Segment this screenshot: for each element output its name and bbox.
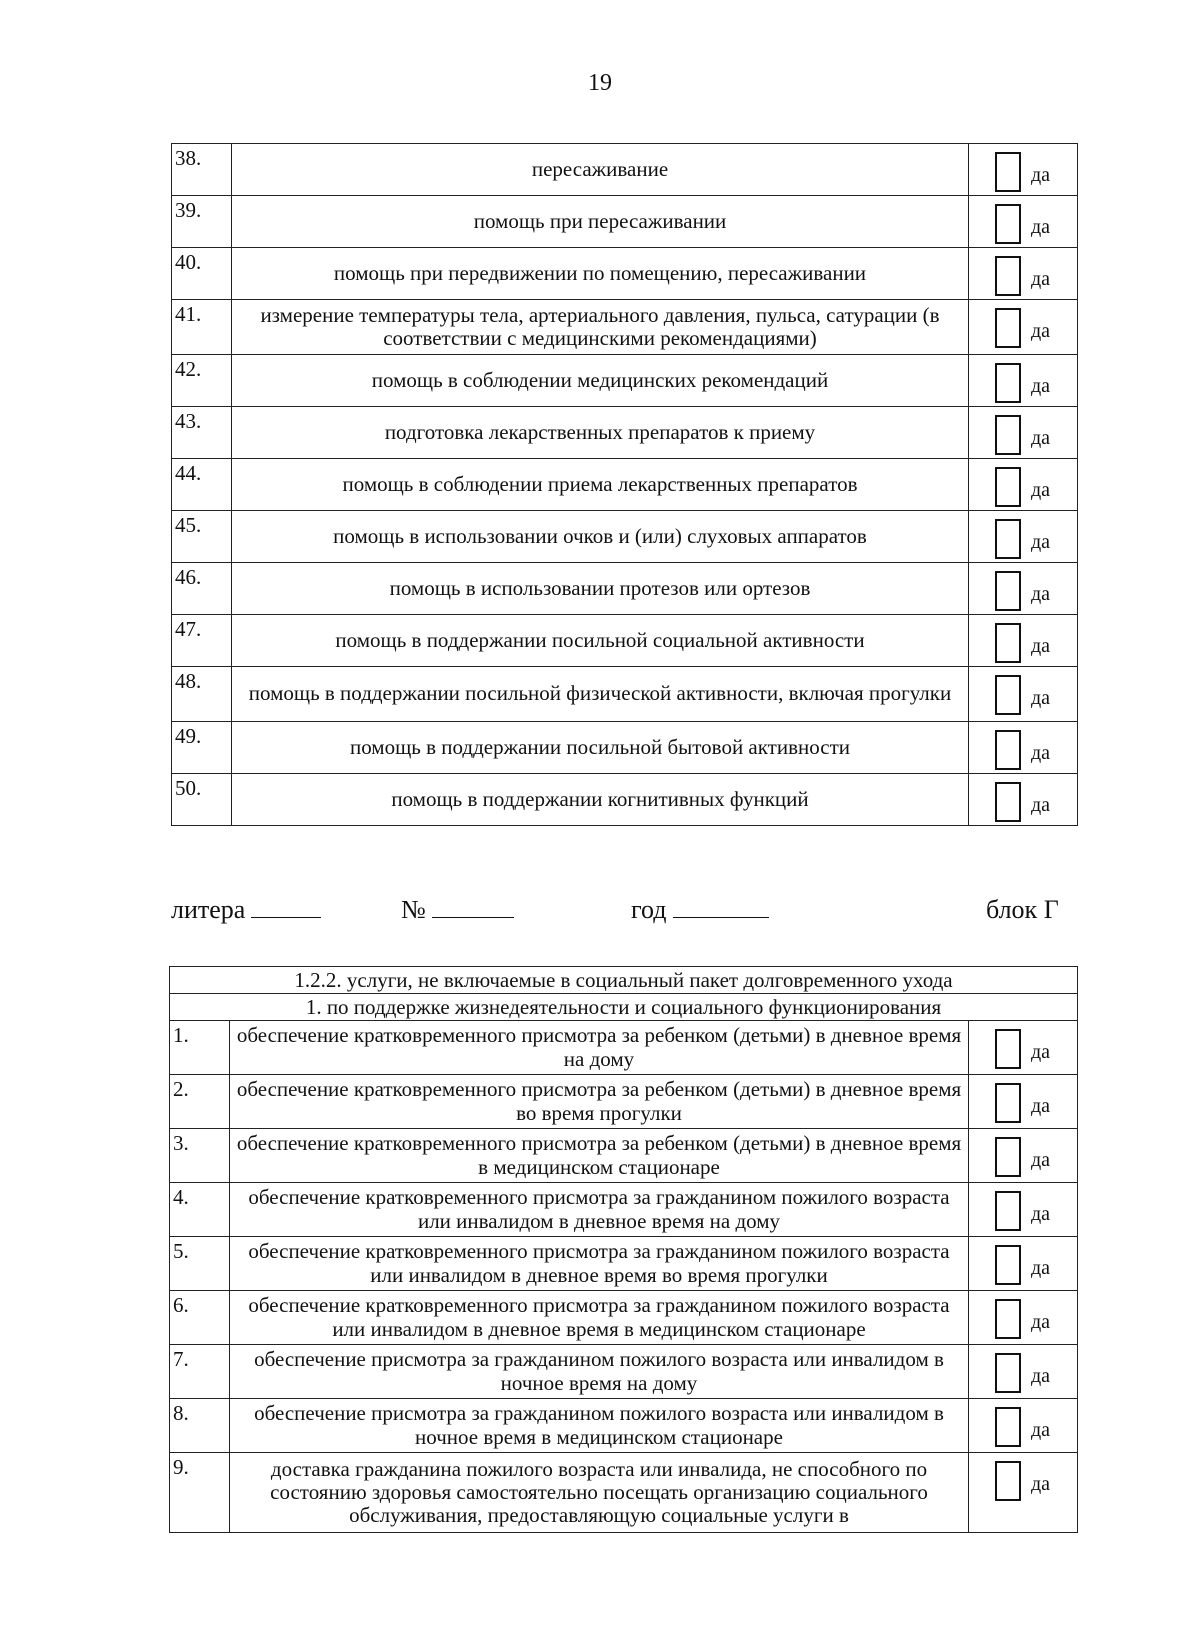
services-table-2 xyxy=(169,966,1078,1533)
checkbox[interactable] xyxy=(995,204,1021,244)
year-field[interactable] xyxy=(631,895,769,925)
checkbox[interactable] xyxy=(995,467,1021,507)
check-cell xyxy=(969,1021,1078,1075)
checkbox[interactable] xyxy=(995,1029,1021,1069)
checkbox[interactable] xyxy=(995,1407,1021,1447)
checkbox-label: да xyxy=(1031,1311,1051,1333)
checkbox-label: да xyxy=(1031,479,1051,501)
row-number: 45. xyxy=(172,511,232,563)
service-description: обеспечение кратковременного присмотра за гражданином пожилого возраста или инвалидом в дневное время во время прогулки xyxy=(230,1237,969,1291)
check-cell xyxy=(969,459,1078,511)
table-row xyxy=(172,511,1078,563)
service-description: обеспечение кратковременного присмотра за гражданином пожилого возраста или инвалидом в дневное время в медицинском стационаре xyxy=(230,1291,969,1345)
row-number: 40. xyxy=(172,248,232,300)
row-number: 7. xyxy=(170,1345,230,1399)
litera-field[interactable] xyxy=(171,895,321,925)
page-number: 19 xyxy=(588,70,612,96)
checkbox[interactable] xyxy=(995,1191,1021,1231)
checkbox-label: да xyxy=(1031,1419,1051,1441)
checkbox[interactable] xyxy=(995,256,1021,296)
table-row xyxy=(172,722,1078,774)
table-row xyxy=(172,615,1078,667)
checkbox-label: да xyxy=(1031,1041,1051,1063)
table-row xyxy=(170,1183,1078,1237)
checkbox-label: да xyxy=(1031,320,1051,342)
row-number: 8. xyxy=(170,1399,230,1453)
checkbox-label: да xyxy=(1031,1149,1051,1171)
row-number: 42. xyxy=(172,355,232,407)
service-description: помощь в соблюдении приема лекарственных препаратов xyxy=(232,459,969,511)
service-description: обеспечение кратковременного присмотра за ребенком (детьми) в дневное время на дому xyxy=(230,1021,969,1075)
table-row xyxy=(172,300,1078,355)
service-description: помощь в соблюдении медицинских рекомендаций xyxy=(232,355,969,407)
row-number: 43. xyxy=(172,407,232,459)
checkbox-label: да xyxy=(1031,268,1051,290)
checkbox[interactable] xyxy=(995,152,1021,192)
services-table-1 xyxy=(171,143,1078,826)
table-row xyxy=(170,1237,1078,1291)
checkbox[interactable] xyxy=(995,1461,1021,1501)
table-row xyxy=(172,563,1078,615)
check-cell xyxy=(969,248,1078,300)
checkbox-label: да xyxy=(1031,164,1051,186)
row-number: 46. xyxy=(172,563,232,615)
check-cell xyxy=(969,722,1078,774)
row-number: 5. xyxy=(170,1237,230,1291)
service-description: обеспечение кратковременного присмотра за гражданином пожилого возраста или инвалидом в дневное время на дому xyxy=(230,1183,969,1237)
checkbox-label: да xyxy=(1031,1095,1051,1117)
checkbox[interactable] xyxy=(995,1245,1021,1285)
check-cell xyxy=(969,615,1078,667)
checkbox[interactable] xyxy=(995,308,1021,348)
row-number: 47. xyxy=(172,615,232,667)
row-number: 9. xyxy=(170,1453,230,1533)
checkbox-label: да xyxy=(1031,375,1051,397)
checkbox-label: да xyxy=(1031,427,1051,449)
row-number: 2. xyxy=(170,1075,230,1129)
row-number: 6. xyxy=(170,1291,230,1345)
checkbox[interactable] xyxy=(995,1299,1021,1339)
service-description: пересаживание xyxy=(232,144,969,196)
checkbox-label: да xyxy=(1031,687,1051,709)
checkbox-label: да xyxy=(1031,1257,1051,1279)
table-row xyxy=(172,196,1078,248)
service-description: помощь при передвижении по помещению, пересаживании xyxy=(232,248,969,300)
checkbox-label: да xyxy=(1031,794,1051,816)
row-number: 41. xyxy=(172,300,232,355)
table-row xyxy=(172,248,1078,300)
check-cell xyxy=(969,511,1078,563)
checkbox[interactable] xyxy=(995,1137,1021,1177)
check-cell xyxy=(969,144,1078,196)
row-number: 48. xyxy=(172,667,232,722)
checkbox-label: да xyxy=(1031,1473,1051,1495)
check-cell xyxy=(969,1183,1078,1237)
table-row xyxy=(172,355,1078,407)
table-row xyxy=(170,1291,1078,1345)
table-row xyxy=(170,1453,1078,1533)
checkbox[interactable] xyxy=(995,363,1021,403)
check-cell xyxy=(969,1129,1078,1183)
row-number: 44. xyxy=(172,459,232,511)
table-row xyxy=(170,1075,1078,1129)
table-row xyxy=(172,459,1078,511)
checkbox[interactable] xyxy=(995,415,1021,455)
service-description: помощь в поддержании посильной социальной активности xyxy=(232,615,969,667)
year-label: год xyxy=(631,895,667,924)
service-description: помощь в поддержании когнитивных функций xyxy=(232,774,969,826)
checkbox[interactable] xyxy=(995,1083,1021,1123)
row-number: 4. xyxy=(170,1183,230,1237)
checkbox-label: да xyxy=(1031,635,1051,657)
form-fields-line xyxy=(171,895,1077,931)
block-label: блок Г xyxy=(986,895,1059,924)
check-cell xyxy=(969,1291,1078,1345)
table-row xyxy=(170,1399,1078,1453)
service-description: помощь в поддержании посильной физической активности, включая прогулки xyxy=(232,667,969,722)
row-number: 1. xyxy=(170,1021,230,1075)
table-row xyxy=(170,1021,1078,1075)
row-number: 3. xyxy=(170,1129,230,1183)
row-number: 50. xyxy=(172,774,232,826)
checkbox-label: да xyxy=(1031,742,1051,764)
service-description: обеспечение кратковременного присмотра за ребенком (детьми) в дневное время во время прогулки xyxy=(230,1075,969,1129)
service-description: обеспечение присмотра за гражданином пожилого возраста или инвалидом в ночное время на дому xyxy=(230,1345,969,1399)
checkbox[interactable] xyxy=(995,571,1021,611)
row-number: 49. xyxy=(172,722,232,774)
service-description: доставка гражданина пожилого возраста или инвалида, не способного по состоянию здоровья самостоятельно посещать организацию социального обслуживания, предоставляющую социальные услуги в xyxy=(230,1453,969,1533)
check-cell xyxy=(969,1075,1078,1129)
checkbox-label: да xyxy=(1031,216,1051,238)
check-cell xyxy=(969,1453,1078,1533)
table-row xyxy=(170,1129,1078,1183)
table-row xyxy=(172,667,1078,722)
table-heading-section: 1.2.2. услуги, не включаемые в социальный пакет долговременного ухода xyxy=(170,967,1078,994)
row-number: 39. xyxy=(172,196,232,248)
check-cell xyxy=(969,196,1078,248)
checkbox-label: да xyxy=(1031,1365,1051,1387)
check-cell xyxy=(969,300,1078,355)
table-row xyxy=(170,1345,1078,1399)
checkbox[interactable] xyxy=(995,623,1021,663)
checkbox[interactable] xyxy=(995,730,1021,770)
check-cell xyxy=(969,1399,1078,1453)
checkbox[interactable] xyxy=(995,782,1021,822)
table-row xyxy=(172,407,1078,459)
table-row xyxy=(172,144,1078,196)
checkbox-label: да xyxy=(1031,1203,1051,1225)
service-description: обеспечение кратковременного присмотра за ребенком (детьми) в дневное время в медицинском стационаре xyxy=(230,1129,969,1183)
check-cell xyxy=(969,1237,1078,1291)
number-label: № xyxy=(401,895,426,924)
row-number: 38. xyxy=(172,144,232,196)
check-cell xyxy=(969,667,1078,722)
service-description: измерение температуры тела, артериального давления, пульса, сатурации (в соответствии с медицинскими рекомендациями) xyxy=(232,300,969,355)
check-cell xyxy=(969,1345,1078,1399)
checkbox[interactable] xyxy=(995,675,1021,715)
table-heading-subsection: 1. по поддержке жизнедеятельности и социального функционирования xyxy=(170,994,1078,1021)
check-cell xyxy=(969,407,1078,459)
number-field[interactable] xyxy=(401,895,514,925)
service-description: помощь при пересаживании xyxy=(232,196,969,248)
service-description: помощь в использовании протезов или ортезов xyxy=(232,563,969,615)
checkbox-label: да xyxy=(1031,583,1051,605)
service-description: подготовка лекарственных препаратов к приему xyxy=(232,407,969,459)
checkbox-label: да xyxy=(1031,531,1051,553)
checkbox[interactable] xyxy=(995,519,1021,559)
checkbox[interactable] xyxy=(995,1353,1021,1393)
service-description: помощь в поддержании посильной бытовой активности xyxy=(232,722,969,774)
check-cell xyxy=(969,563,1078,615)
service-description: обеспечение присмотра за гражданином пожилого возраста или инвалидом в ночное время в медицинском стационаре xyxy=(230,1399,969,1453)
check-cell xyxy=(969,355,1078,407)
service-description: помощь в использовании очков и (или) слуховых аппаратов xyxy=(232,511,969,563)
table-row xyxy=(172,774,1078,826)
check-cell xyxy=(969,774,1078,826)
litera-label: литера xyxy=(171,895,246,924)
